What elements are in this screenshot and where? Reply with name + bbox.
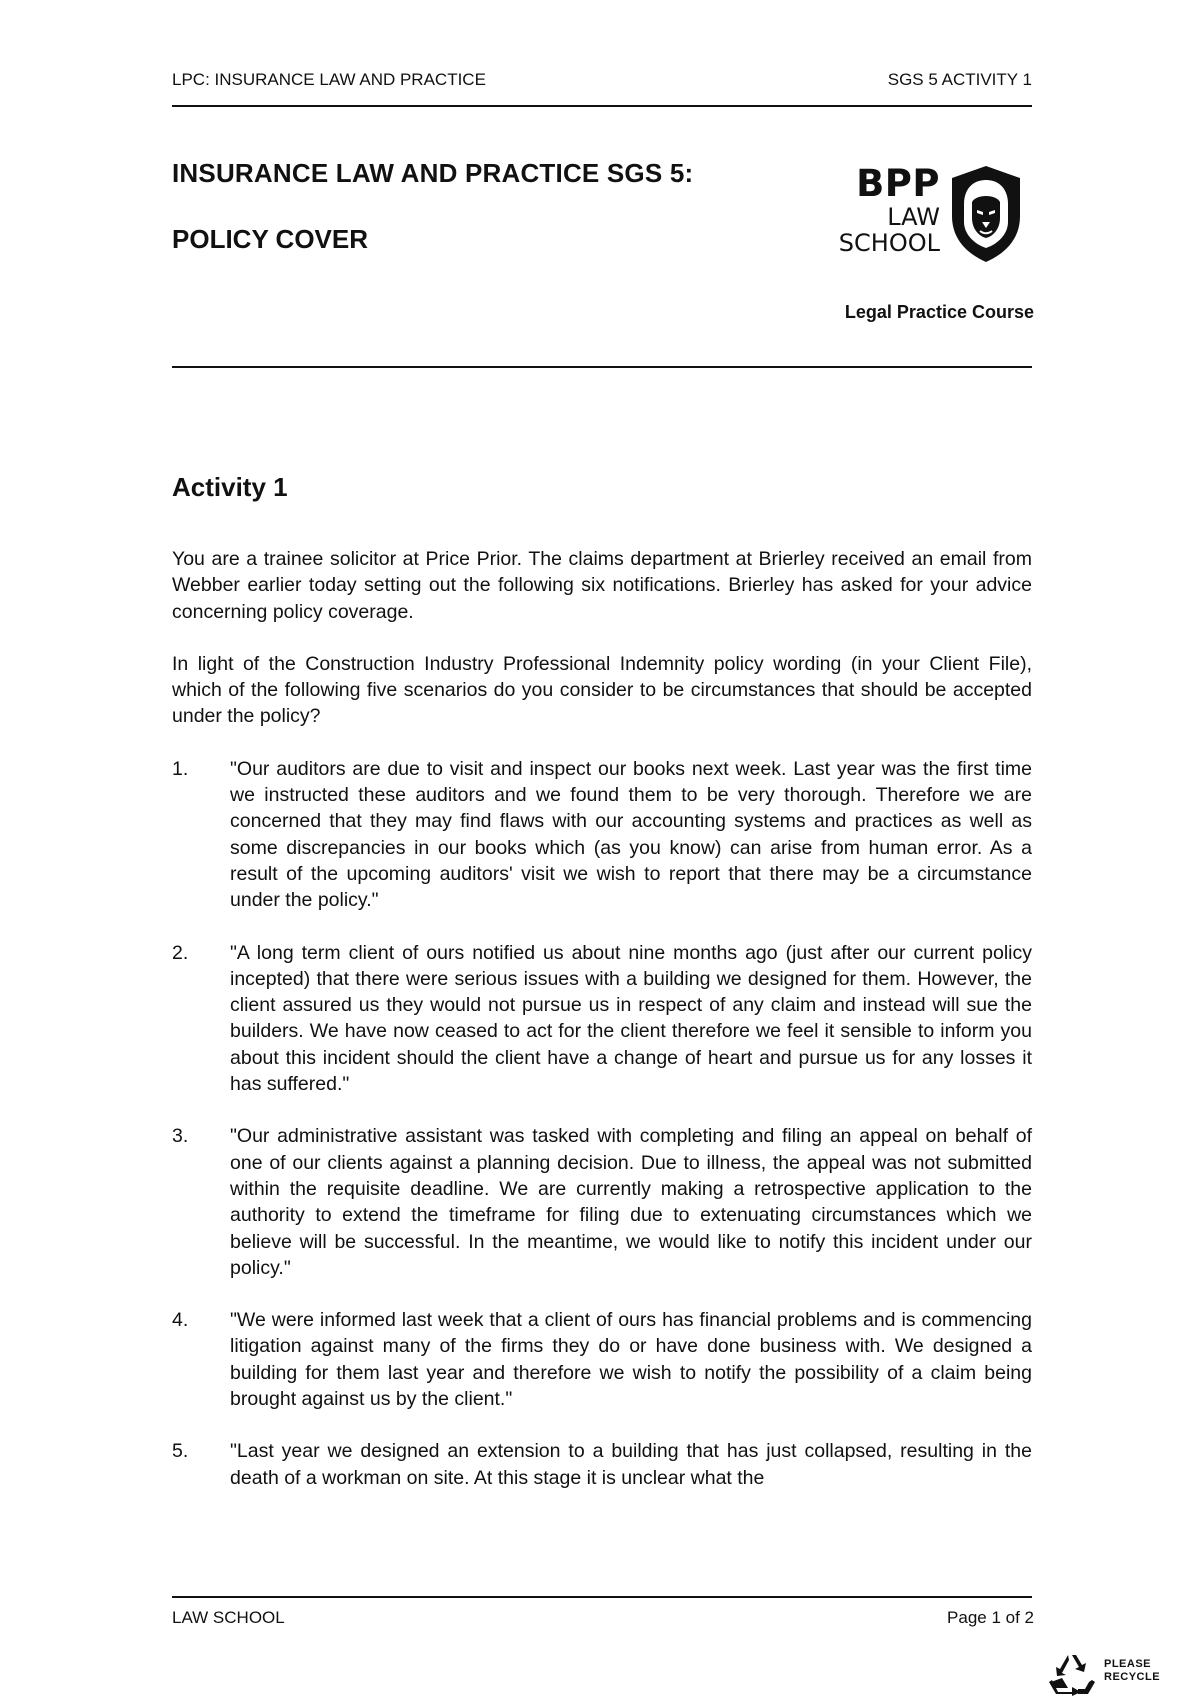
lion-shield-icon xyxy=(946,164,1026,264)
intro-paragraph: You are a trainee solicitor at Price Prior. The claims department at Brierley received an email from Webber earlier today setting out the following six notifications. Brierley has asked for your advice concerning policy coverage. xyxy=(172,548,1032,623)
activity-heading: Activity 1 xyxy=(172,472,288,502)
course-label: Legal Practice Course xyxy=(844,302,1034,322)
logo-wordmark xyxy=(830,164,940,256)
list-item xyxy=(172,940,1032,1098)
list-item-text: "Our administrative assistant was tasked with completing and filing an appeal on behalf of one of our clients against a planning decision. Due to illness, the appeal was not submitted within the requisite deadline. We are currently making a retrospective application to the authority to extend the timeframe for filing due to extenuating circumstances which we believe will be successful. In the meantime, we would like to notify this incident under our policy." xyxy=(230,1125,1032,1279)
header-course-title: LPC: INSURANCE LAW AND PRACTICE xyxy=(172,70,486,89)
list-item-text: "Last year we designed an extension to a building that has just collapsed, resulting in the death of a workman on site. At this stage it is unclear what the xyxy=(230,1440,1032,1489)
list-item-number: 1. xyxy=(172,757,189,780)
list-item-text: "A long term client of ours notified us about nine months ago (just after our current policy incepted) that there were serious issues with a building we designed for them. However, the client assured us they would not pursue us in respect of any claim and instead will sue the builders. We have now ceased to act for the client therefore we feel it sensible to inform you about this incident should the client have a change of heart and pursue us for any losses it has suffered." xyxy=(230,941,1032,1096)
document-title: INSURANCE LAW AND PRACTICE SGS 5: xyxy=(172,158,694,188)
title-divider xyxy=(172,366,1032,368)
recycle-label-line2: RECYCLE xyxy=(1104,1671,1161,1683)
list-item-number: 5. xyxy=(172,1440,189,1463)
logo-school-text: SCHOOL xyxy=(838,229,940,257)
list-item xyxy=(172,1307,1032,1412)
question-paragraph: In light of the Construction Industry Professional Indemnity policy wording (in your Client File), which of the following five scenarios do you consider to be circumstances that should be accepted under the policy? xyxy=(172,652,1032,728)
list-item xyxy=(172,1123,1032,1281)
footer-school: LAW SCHOOL xyxy=(172,1608,285,1627)
list-item xyxy=(172,756,1032,914)
document-subtitle: POLICY COVER xyxy=(172,224,369,254)
list-item xyxy=(172,1438,1032,1491)
header-activity-ref: SGS 5 ACTIVITY 1 xyxy=(887,70,1032,89)
list-item-text: "We were informed last week that a client of ours has financial problems and is commencing litigation against many of the firms they do or have done business with. We designed a building for them last year and therefore we wish to notify the possibility of a claim being brought against us by the client." xyxy=(230,1309,1032,1411)
page-number: Page 1 of 2 xyxy=(947,1608,1034,1627)
bpp-law-school-logo xyxy=(830,164,1040,268)
running-header xyxy=(172,70,1032,94)
recycle-icon xyxy=(1048,1652,1096,1696)
header-divider xyxy=(172,105,1032,107)
footer-divider xyxy=(172,1596,1032,1598)
logo-law-text: LAW xyxy=(887,203,940,231)
recycle-label-line1: PLEASE xyxy=(1104,1658,1152,1670)
list-item-number: 4. xyxy=(172,1309,189,1332)
recycle-notice xyxy=(1048,1652,1178,1696)
list-item-text: "Our auditors are due to visit and inspect our books next week. Last year was the first time we instructed these auditors and we found them to be very thorough. Therefore we are concerned that they may find flaws with our accounting systems and practices as well as some discrepancies in our books which (as you know) can arise from human error. As a result of the upcoming auditors' visit we wish to report that there may be a circumstance under the policy." xyxy=(230,757,1032,912)
list-item-number: 2. xyxy=(172,941,189,964)
activity-body xyxy=(172,546,1032,1517)
recycle-label xyxy=(1104,1658,1160,1684)
logo-bpp-text: BPP xyxy=(856,162,940,205)
list-item-number: 3. xyxy=(172,1125,189,1148)
